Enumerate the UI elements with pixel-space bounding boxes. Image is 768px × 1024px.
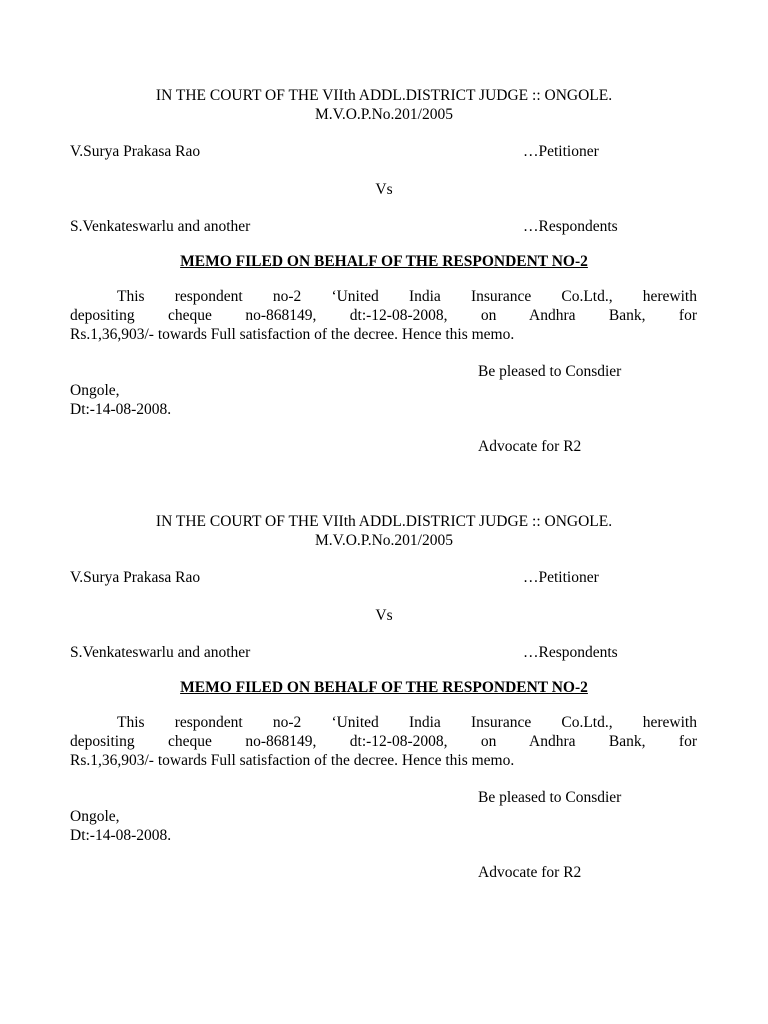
court-title: IN THE COURT OF THE VIIth ADDL.DISTRICT JUDGE :: ONGOLE. <box>155 513 613 530</box>
case-number: M.V.O.P.No.201/2005 <box>315 532 453 549</box>
memo-body-line: Rs.1,36,903/- towards Full satisfaction of the decree. Hence this memo. <box>70 326 515 343</box>
date-label: Dt:-14-08-2008. <box>70 827 172 844</box>
petitioner-role: …Petitioner <box>523 143 599 160</box>
memo-body <box>70 713 697 770</box>
court-title: IN THE COURT OF THE VIIth ADDL.DISTRICT JUDGE :: ONGOLE. <box>155 87 613 104</box>
versus-label: Vs <box>375 607 393 624</box>
case-number: M.V.O.P.No.201/2005 <box>315 106 453 123</box>
memo-body-line: This respondent no-2 ‘United India Insurance Co.Ltd., herewith <box>117 288 697 305</box>
respondent-role: …Respondents <box>523 644 618 661</box>
respondent-role: …Respondents <box>523 218 618 235</box>
closing-request: Be pleased to Consdier <box>478 363 622 380</box>
date-label: Dt:-14-08-2008. <box>70 401 172 418</box>
signature-line: Advocate for R2 <box>478 864 582 881</box>
signature-line: Advocate for R2 <box>478 438 582 455</box>
memo-body-line: depositing cheque no-868149, dt:-12-08-2008, on Andhra Bank, for <box>70 733 697 750</box>
petitioner-name: V.Surya Prakasa Rao <box>70 569 201 586</box>
memo-heading: MEMO FILED ON BEHALF OF THE RESPONDENT NO-2 <box>180 253 588 270</box>
petitioner-name: V.Surya Prakasa Rao <box>70 143 201 160</box>
memo-body-line: depositing cheque no-868149, dt:-12-08-2008, on Andhra Bank, for <box>70 307 697 324</box>
respondent-name: S.Venkateswarlu and another <box>70 644 251 661</box>
versus-label: Vs <box>375 181 393 198</box>
memo-body <box>70 287 697 344</box>
closing-request: Be pleased to Consdier <box>478 789 622 806</box>
petitioner-role: …Petitioner <box>523 569 599 586</box>
place-label: Ongole, <box>70 808 120 825</box>
memo-body-line: This respondent no-2 ‘United India Insurance Co.Ltd., herewith <box>117 714 697 731</box>
memo-heading: MEMO FILED ON BEHALF OF THE RESPONDENT NO-2 <box>180 679 588 696</box>
memo-body-line: Rs.1,36,903/- towards Full satisfaction of the decree. Hence this memo. <box>70 752 515 769</box>
respondent-name: S.Venkateswarlu and another <box>70 218 251 235</box>
place-label: Ongole, <box>70 382 120 399</box>
